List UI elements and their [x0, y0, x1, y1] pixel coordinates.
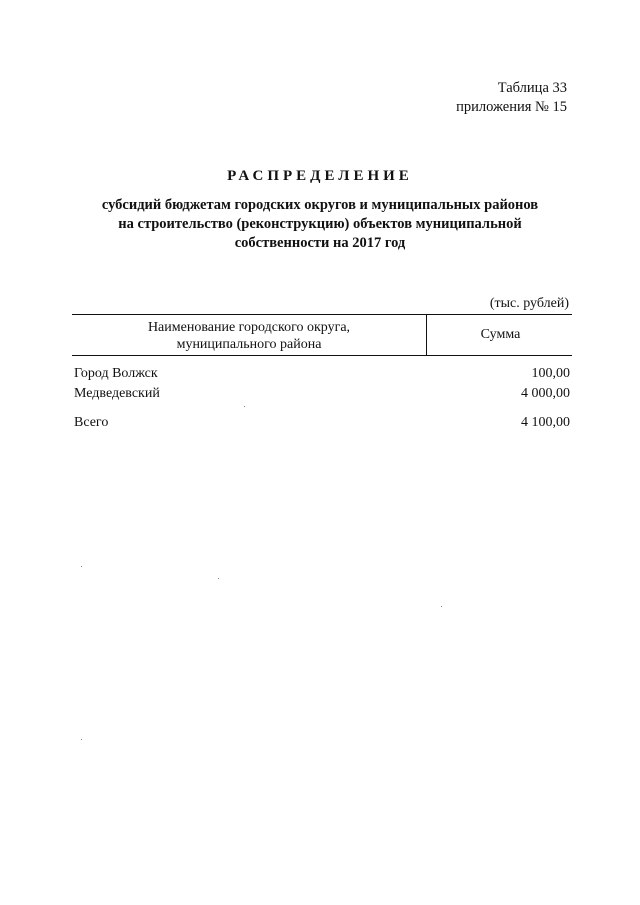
total-label: Всего [74, 415, 109, 430]
column-header-name [72, 315, 427, 355]
subtitle-line: собственности на 2017 год [234, 235, 406, 251]
subtitle-line: субсидий бюджетам городских округов и муниципальных районов [101, 197, 539, 213]
row-sum: 4 000,00 [521, 386, 570, 401]
table-row [72, 384, 572, 404]
scan-speck [81, 566, 82, 567]
units-label: (тыс. рублей) [489, 296, 569, 311]
scan-speck [244, 406, 245, 407]
appendix-reference: приложения № 15 [456, 99, 567, 115]
column-header-sum: Сумма [480, 327, 521, 342]
row-name: Медведевский [74, 386, 160, 401]
document-title: РАСПРЕДЕЛЕНИЕ [227, 168, 413, 184]
subtitle-line: на строительство (реконструкцию) объектов муниципальной [118, 216, 522, 232]
column-header-name-line: муниципального района [176, 337, 322, 352]
total-sum: 4 100,00 [521, 415, 570, 430]
table-total-row [72, 413, 572, 433]
scan-speck [81, 739, 82, 740]
scan-speck [218, 578, 219, 579]
scan-speck [441, 606, 442, 607]
table-header [72, 314, 572, 356]
document-subtitle [70, 196, 570, 253]
distribution-table [72, 314, 572, 430]
row-sum: 100,00 [531, 366, 570, 381]
row-name: Город Волжск [74, 366, 158, 381]
column-header-name-line: Наименование городского округа, [147, 320, 351, 335]
table-row [72, 364, 572, 384]
table-reference [456, 79, 567, 117]
table-number: Таблица 33 [497, 80, 567, 96]
table-body [72, 364, 572, 433]
